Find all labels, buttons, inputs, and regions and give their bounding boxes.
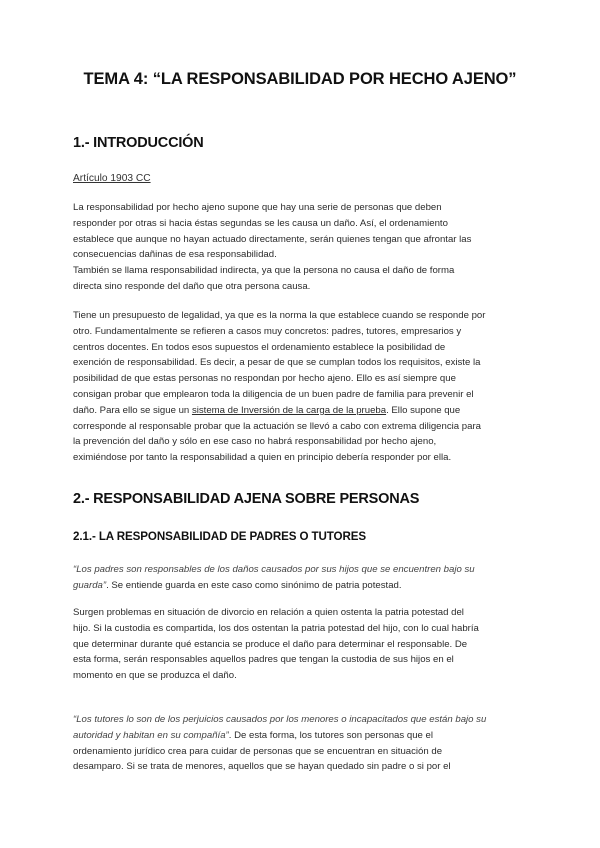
text-fragment: . Se entiende guarda en este caso como sinónimo de patria potestad.: [106, 579, 402, 591]
text-line: hijo. Si la custodia es compartida, los dos ostentan la patria potestad del hijo, con lo cual habría: [73, 622, 479, 634]
underlined-term: sistema de Inversión de la carga de la prueba: [191, 404, 387, 416]
subsection-heading-padres-tutores: 2.1.- LA RESPONSABILIDAD DE PADRES O TUTORES: [73, 530, 366, 543]
quote-fragment: autoridad y habitan en su compañía”: [73, 729, 229, 741]
text-line: la prevención del daño y sólo en ese caso no habrá responsabilidad por hecho ajeno,: [73, 436, 437, 448]
text-line: desamparo. Si se trata de menores, aquellos que se hayan quedado sin padre o si por el: [73, 761, 451, 773]
text-fragment: . De esta forma, los tutores son personas que el: [228, 729, 433, 741]
text-line: consecuencias dañinas de esa responsabilidad.: [73, 249, 277, 261]
text-line: [73, 403, 533, 419]
text-line: esta forma, serán responsables aquellos padres que tengan la custodia de sus hijos en el: [73, 654, 454, 666]
text-fragment: daño. Para ello se sigue un: [73, 404, 192, 416]
text-line: responder por otras si hacia éstas segundas se les causa un daño. Así, el ordenamiento: [73, 217, 448, 229]
text-line: otro. Fundamentalmente se refieren a casos muy concretos: padres, tutores, empresarios y: [73, 325, 462, 337]
text-line: [73, 578, 533, 594]
section-heading-responsabilidad-ajena: 2.- RESPONSABILIDAD AJENA SOBRE PERSONAS: [73, 491, 420, 507]
text-line: También se llama responsabilidad indirecta, ya que la persona no causa el daño de forma: [73, 265, 455, 277]
text-line: La responsabilidad por hecho ajeno supone que hay una serie de personas que deben: [73, 202, 442, 213]
text-line: eximiéndose por tanto la responsabilidad a quien en principio debería responder por ella.: [73, 452, 452, 464]
section-heading-introduccion: 1.- INTRODUCCIÓN: [73, 135, 204, 151]
quote-tutores: [73, 712, 533, 775]
text-line: ordenamiento jurídico crea para cuidar de personas que se encuentran en situación de: [73, 745, 443, 757]
text-line: establece que aunque no hayan actuado directamente, serán quienes tengan que afrontar las: [73, 233, 472, 245]
text-line: corresponde al responsable probar que la actuación se llevó a cabo con extrema diligencia para: [73, 420, 481, 432]
text-line: [73, 728, 533, 744]
text-line: consigan probar que emplearon toda la diligencia de un buen padre de familia para prevenir el: [73, 388, 474, 400]
page-title: TEMA 4: “LA RESPONSABILIDAD POR HECHO AJENO”: [83, 70, 517, 88]
text-fragment: . Ello supone que: [386, 404, 461, 416]
paragraph-divorcio: [73, 605, 533, 684]
text-line: exención de responsabilidad. Es decir, a pesar de que se cumplan todos los requisitos, existe la: [73, 357, 481, 369]
text-line: posibilidad de que estas personas no respondan por hecho ajeno. Ello es así siempre que: [73, 373, 456, 385]
text-line: directa sino responde del daño que otra persona causa.: [73, 280, 311, 292]
quote-line: “Los padres son responsables de los daños causados por sus hijos que se encuentren bajo su: [73, 564, 475, 575]
quote-fragment: guarda”: [73, 579, 107, 591]
text-line: centros docentes. En todos esos supuestos el ordenamiento establece la posibilidad de: [73, 341, 446, 353]
text-line: Tiene un presupuesto de legalidad, ya que es la norma la que establece cuando se responde por: [73, 310, 486, 321]
article-reference: Artículo 1903 CC: [73, 173, 151, 184]
paragraph-legalidad: [73, 308, 533, 466]
quote-padres: [73, 562, 533, 594]
paragraph-intro: [73, 200, 533, 295]
text-line: que determinar durante qué estancia se produce el daño para determinar el responsable. De: [73, 638, 468, 650]
quote-line: “Los tutores lo son de los perjuicios causados por los menores o incapacitados que están bajo su: [73, 714, 487, 725]
text-line: Surgen problemas en situación de divorcio en relación a quien ostenta la patria potestad del: [73, 607, 464, 618]
text-line: momento en que se produzca el daño.: [73, 670, 237, 682]
